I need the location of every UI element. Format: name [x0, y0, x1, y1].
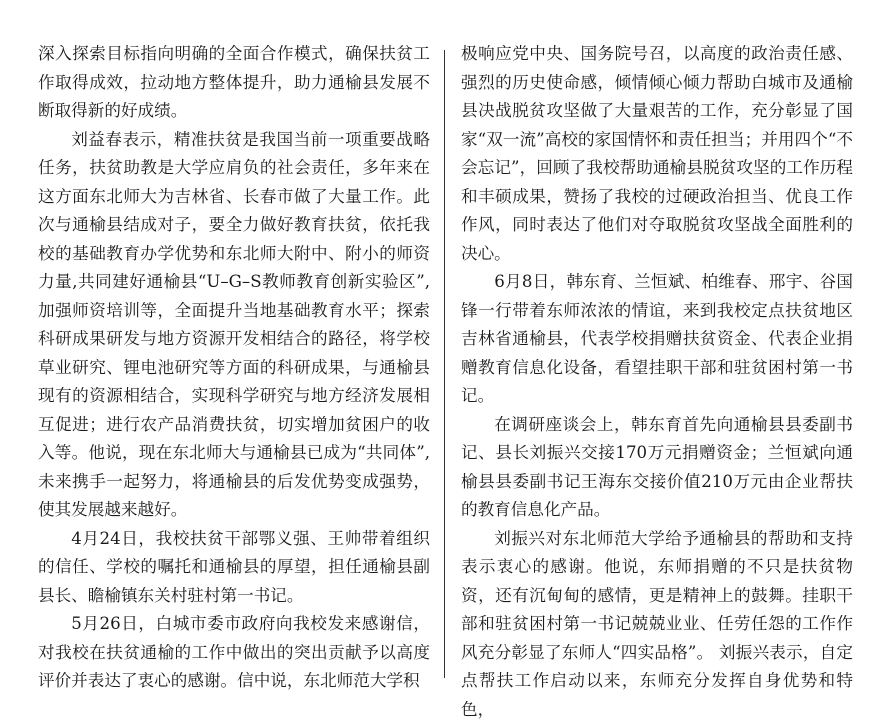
paragraph: 5月26日，白城市委市政府向我校发来感谢信，对我校在扶贫通榆的工作中做出的突出贡献予以高度评价并表达了衷心的感谢。信中说，东北师范大学积 — [38, 610, 430, 696]
paragraph: 在调研座谈会上，韩东育首先向通榆县县委副书记、县长刘振兴交接170万元捐赠资金；兰恒斌向通榆县县委副书记王海东交接价值210万元由企业帮扶的教育信息化产品。 — [461, 411, 853, 525]
paragraph: 4月24日，我校扶贫干部鄂义强、王帅带着组织的信任、学校的嘱托和通榆县的厚望，担任通榆县副县长、瞻榆镇东关村驻村第一书记。 — [38, 525, 430, 611]
left-text-column — [38, 40, 430, 696]
paragraph: 刘益春表示，精准扶贫是我国当前一项重要战略任务，扶贫助教是大学应肩负的社会责任，多年来在这方面东北师大为吉林省、长春市做了大量工作。此次与通榆县结成对子，要全力做好教育扶贫，依托我校的基础教育办学优势和东北师大附中、附小的师资力量,共同建好通榆县“U–G–S教师教育创新实验区”,加强师资培训等，全面提升当地基础教育水平；探索科研成果研发与地方资源开发相结合的路径，将学校草业研究、锂电池研究等方面的科研成果，与通榆县现有的资源相结合，实现科学研究与地方经济发展相互促进；进行农产品消费扶贫，切实增加贫困户的收入等。他说，现在东北师大与通榆县已成为“共同体”,未来携手一起努力，将通榆县的后发优势变成强势，使其发展越来越好。 — [38, 126, 430, 525]
column-divider — [444, 50, 445, 678]
paragraph: 刘振兴对东北师范大学给予通榆县的帮助和支持表示衷心的感谢。他说，东师捐赠的不只是扶贫物资，还有沉甸甸的感情，更是精神上的鼓舞。挂职干部和驻贫困村第一书记兢兢业业、任劳任怨的工作作风充分彰显了东师人“四实品格”。 刘振兴表示，自定点帮扶工作启动以来，东师充分发挥自身优势和特色， — [461, 525, 853, 724]
paragraph: 深入探索目标指向明确的全面合作模式，确保扶贫工作取得成效，拉动地方整体提升，助力通榆县发展不断取得新的好成绩。 — [38, 40, 430, 126]
paragraph: 6月8日，韩东育、兰恒斌、柏维春、邢宇、谷国锋一行带着东师浓浓的情谊，来到我校定点扶贫地区吉林省通榆县，代表学校捐赠扶贫资金、代表企业捐赠教育信息化设备，看望挂职干部和驻贫困村第一书记。 — [461, 268, 853, 411]
paragraph: 极响应党中央、国务院号召，以高度的政治责任感、强烈的历史使命感，倾情倾心倾力帮助白城市及通榆县决战脱贫攻坚做了大量艰苦的工作，充分彰显了国家“双一流”高校的家国情怀和责任担当；并用四个“不会忘记”，回顾了我校帮助通榆县脱贫攻坚的工作历程和丰硕成果，赞扬了我校的过硬政治担当、优良工作作风，同时表达了他们对夺取脱贫攻坚战全面胜利的决心。 — [461, 40, 853, 268]
right-text-column — [461, 40, 853, 724]
